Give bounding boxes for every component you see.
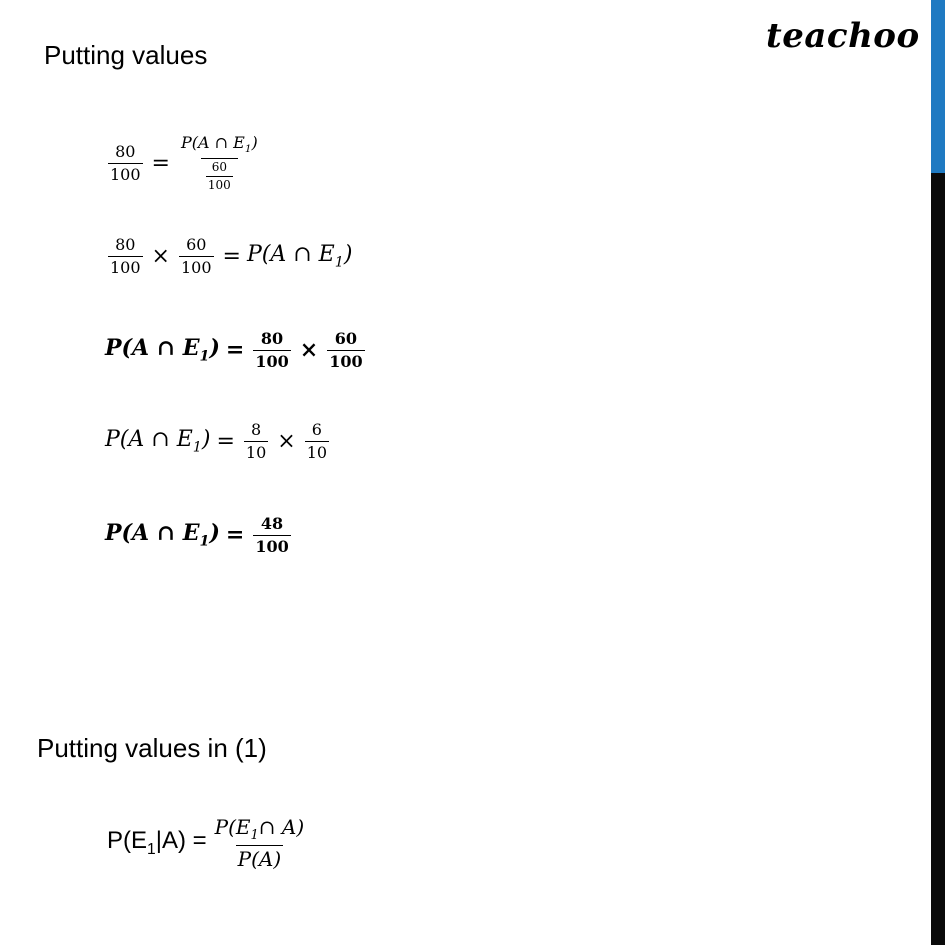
right-edge-accent bbox=[931, 0, 945, 173]
fraction-p-over-60-100: $\frac{P(A \cap E_1)}{\frac{60}{100}}$ bbox=[180, 133, 258, 192]
equation-step-1 bbox=[105, 134, 263, 192]
fraction-6-10: $\frac{6}{10}$ bbox=[306, 420, 328, 462]
putting-values-in-1-heading: Putting values in (1) bbox=[37, 733, 267, 763]
equals-sign: = bbox=[222, 243, 241, 269]
fraction-60-100: $\frac{60}{100}$ bbox=[207, 159, 231, 192]
times-sign: × bbox=[277, 428, 296, 454]
fraction-80-100: $\frac{80}{100}$ bbox=[110, 141, 141, 184]
equals-sign: = bbox=[225, 522, 245, 549]
p-a-intersect-e1: P(A ∩ $E_1$) bbox=[105, 426, 211, 456]
equation-step-5 bbox=[105, 515, 294, 555]
fraction-8-10: $\frac{8}{10}$ bbox=[245, 420, 267, 462]
fraction-48-100: $\frac{48}{100}$ bbox=[255, 514, 289, 556]
p-a-intersect-e1: P(A ∩ $E_1$) bbox=[105, 520, 220, 550]
equation-step-2 bbox=[105, 236, 352, 276]
bayes-formula bbox=[107, 816, 309, 870]
equals-sign: = bbox=[225, 337, 245, 364]
fraction-bayes: $\frac{P(E_1\cap A)}{P(A)}$ bbox=[214, 815, 305, 872]
p-a-intersect-e1: P(A ∩ $E_1$) bbox=[105, 335, 220, 365]
equals-sign: = bbox=[216, 428, 235, 454]
p-a-intersect-e1: P(A ∩ $E_1$) bbox=[246, 241, 353, 271]
fraction-80-100: $\frac{80}{100}$ bbox=[110, 235, 141, 277]
times-sign: × bbox=[299, 337, 319, 364]
equals-sign: = bbox=[151, 150, 170, 176]
fraction-60-100: $\frac{60}{100}$ bbox=[180, 235, 212, 277]
fraction-60-100: $\frac{60}{100}$ bbox=[329, 329, 363, 371]
p-e1-given-a: $P(E_1|A)$ = bbox=[107, 827, 207, 859]
times-sign: × bbox=[151, 243, 170, 269]
putting-values-heading: Putting values bbox=[44, 40, 208, 70]
equation-step-4 bbox=[105, 421, 332, 461]
equation-step-3 bbox=[105, 330, 368, 370]
fraction-80-100: $\frac{80}{100}$ bbox=[255, 329, 289, 371]
teachoo-logo: teachoo bbox=[766, 16, 920, 56]
